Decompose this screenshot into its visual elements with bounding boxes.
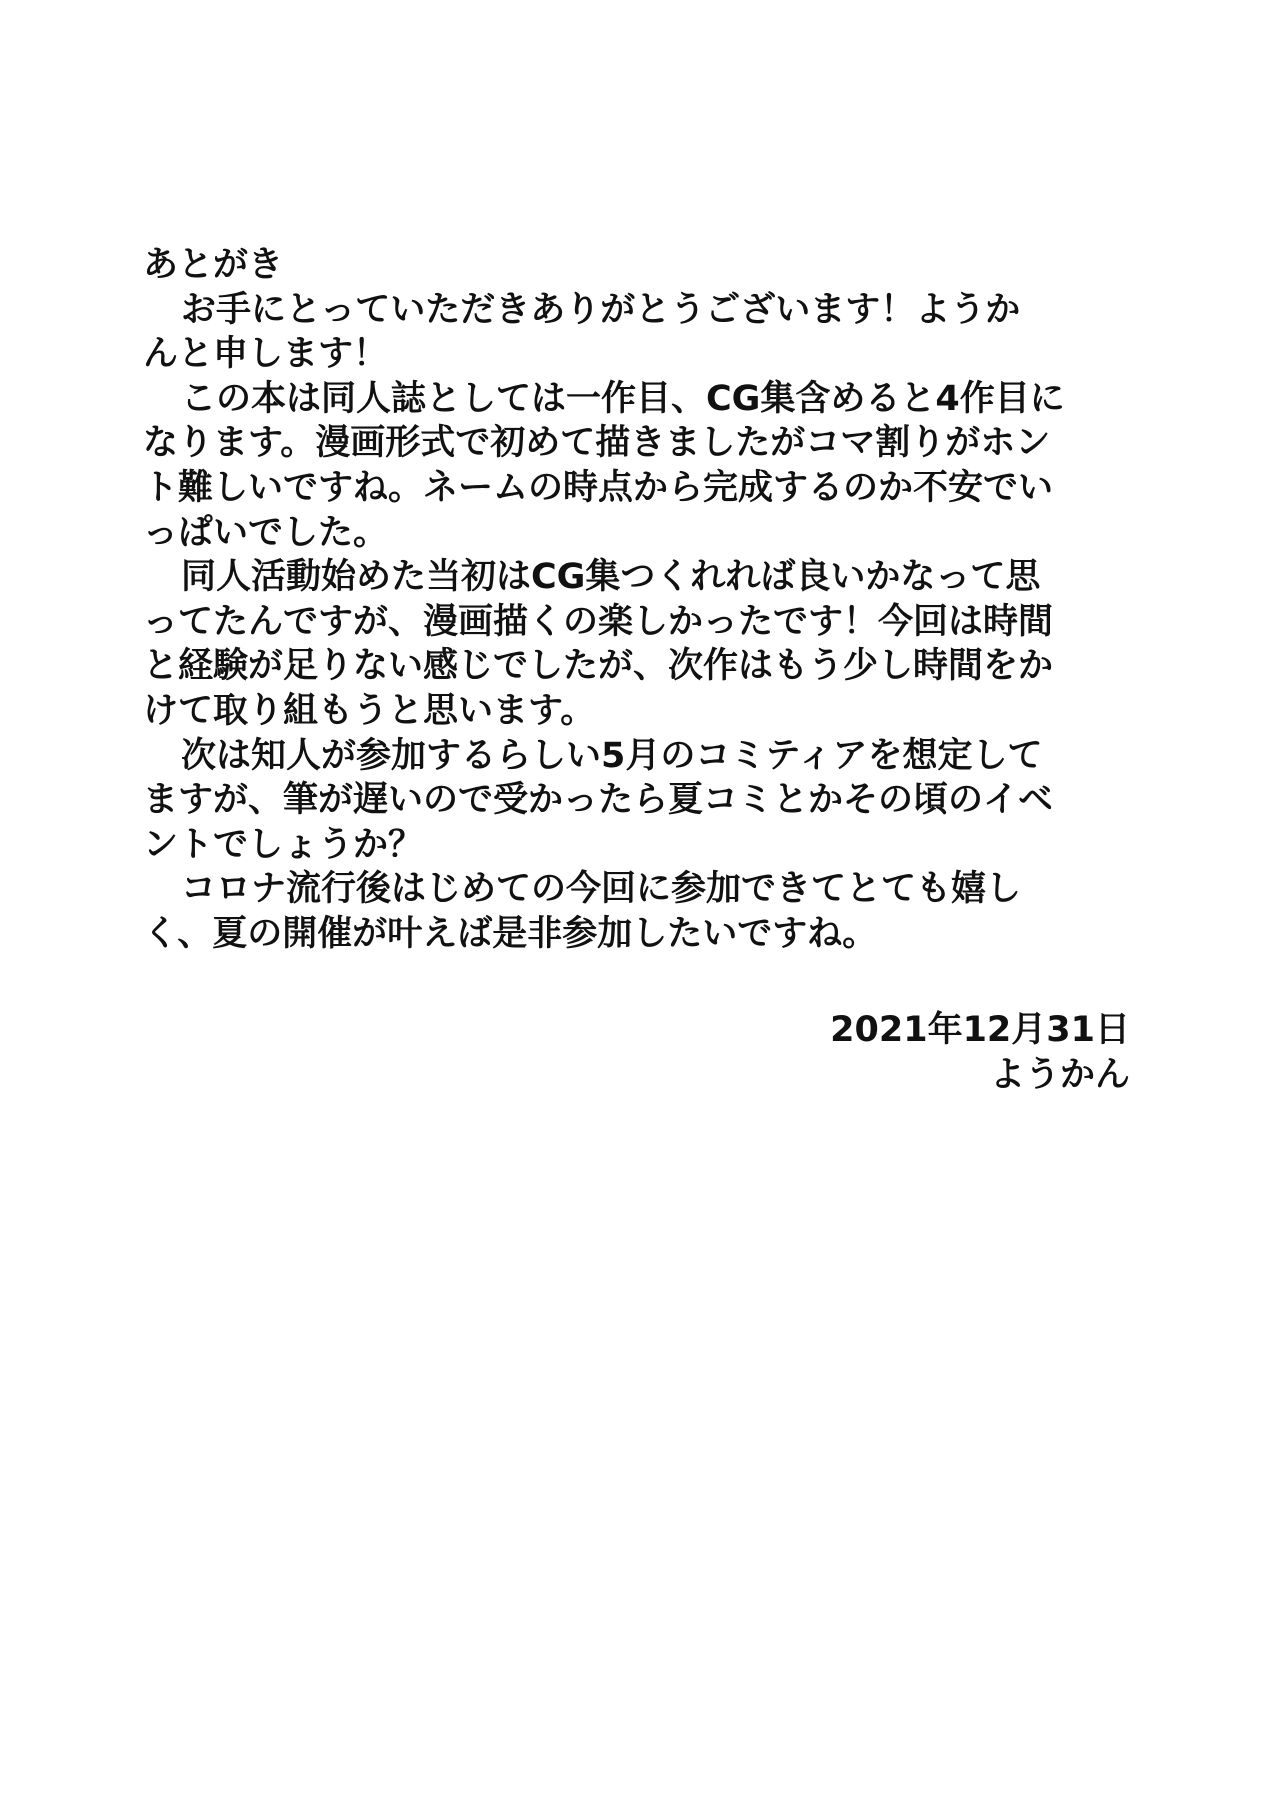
- paragraph-line: ってたんですが、漫画描くの楽しかったです！今回は時間: [143, 601, 1054, 642]
- paragraph-line: 同人活動始めた当初はCG集つくれれば良いかなって思: [181, 557, 1041, 598]
- paragraph-line: ト難しいですね。ネームの時点から完成するのか不安でい: [143, 467, 1054, 508]
- paragraph-line: なります。漫画形式で初めて描きましたがコマ割りがホン: [143, 423, 1051, 464]
- author-name: ようかん: [989, 1055, 1130, 1095]
- paragraph-line: く、夏の開催が叶えば是非参加したいですね。: [143, 913, 878, 954]
- afterword-title: あとがき: [143, 245, 284, 285]
- paragraph-line: この本は同人誌としては一作目、CG集含めると4作目に: [181, 378, 1065, 419]
- paragraph-line: と経験が足りない感じでしたが、次作はもう少し時間をか: [143, 646, 1054, 687]
- date: 2021年12月31日: [830, 1010, 1130, 1050]
- paragraph-line: ントでしょうか？: [143, 824, 424, 865]
- paragraph-line: っぱいでした。: [143, 512, 389, 553]
- paragraph-line: お手にとっていただきありがとうございます！ようか: [181, 289, 1021, 330]
- paragraph-line: んと申します！: [143, 334, 389, 375]
- paragraph-line: コロナ流行後はじめての今回に参加できてとても嬉し: [181, 869, 1022, 910]
- signature-block: [830, 1008, 1130, 1098]
- paragraph-line: 次は知人が参加するらしい5月のコミティアを想定して: [181, 735, 1043, 776]
- paragraph-line: ますが、筆が遅いので受かったら夏コミとかその頃のイベ: [143, 780, 1054, 821]
- afterword-body: [143, 243, 1143, 957]
- paragraph-line: けて取り組もうと思います。: [143, 690, 596, 731]
